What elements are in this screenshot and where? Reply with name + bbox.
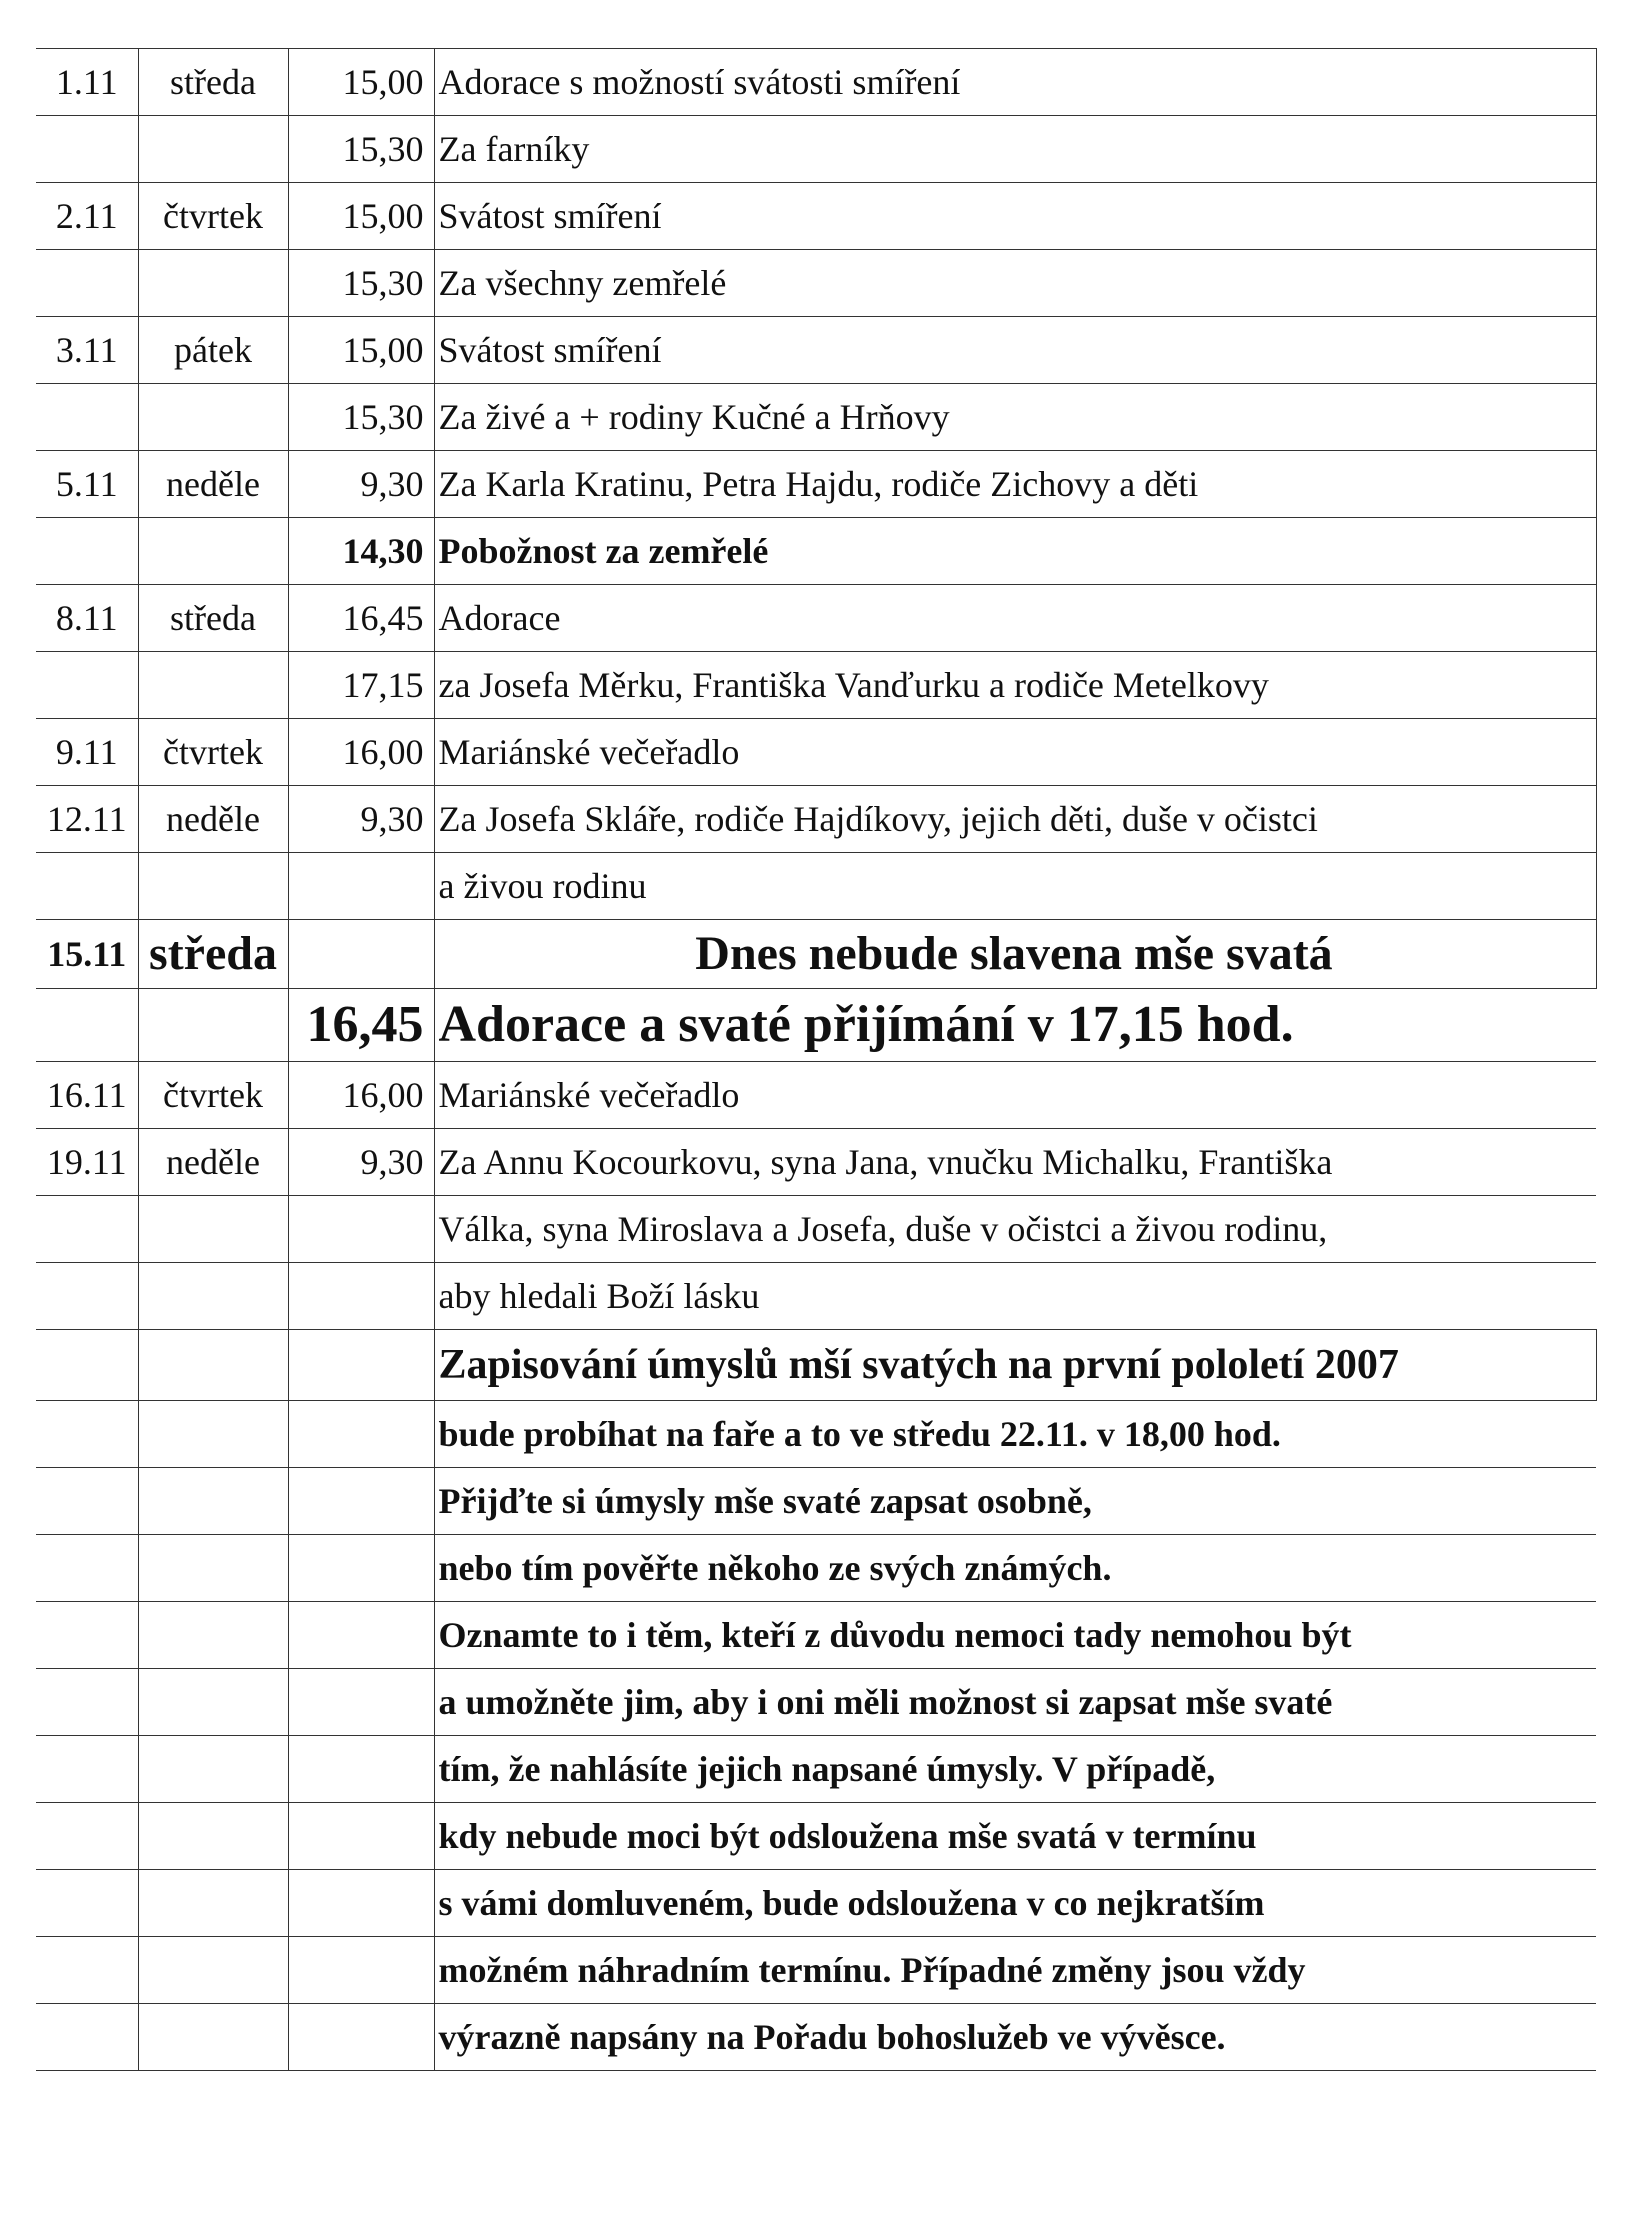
schedule-row [36, 1468, 1596, 1535]
day-cell [138, 1401, 288, 1468]
day-cell [138, 1803, 288, 1870]
schedule-row [36, 1736, 1596, 1803]
day-cell: čtvrtek [138, 183, 288, 250]
schedule-row [36, 183, 1596, 250]
day-cell: čtvrtek [138, 1062, 288, 1129]
schedule-row [36, 2004, 1596, 2071]
time-cell: 17,15 [288, 652, 434, 719]
intention-text: aby hledali Boží lásku [434, 1263, 1596, 1330]
intention-text: a umožněte jim, aby i oni měli možnost si zapsat mše svaté [434, 1669, 1596, 1736]
date-cell [36, 116, 138, 183]
date-cell [36, 1535, 138, 1602]
day-cell: pátek [138, 317, 288, 384]
schedule-row [36, 317, 1596, 384]
date-cell: 1.11 [36, 49, 138, 116]
schedule-row [36, 451, 1596, 518]
intention-text: Svátost smíření [434, 317, 1596, 384]
day-cell [138, 1535, 288, 1602]
intention-text: Mariánské večeřadlo [434, 1062, 1596, 1129]
schedule-rows [36, 49, 1596, 2071]
date-cell: 2.11 [36, 183, 138, 250]
date-cell [36, 2004, 138, 2071]
time-cell: 15,30 [288, 384, 434, 451]
date-cell: 8.11 [36, 585, 138, 652]
day-cell [138, 989, 288, 1062]
date-cell [36, 989, 138, 1062]
time-cell [288, 1937, 434, 2004]
date-cell: 9.11 [36, 719, 138, 786]
time-cell [288, 1401, 434, 1468]
intention-text: Za Karla Kratinu, Petra Hajdu, rodiče Zichovy a děti [434, 451, 1596, 518]
intention-text: Adorace [434, 585, 1596, 652]
time-cell: 15,30 [288, 250, 434, 317]
intention-text: nebo tím pověřte někoho ze svých známých. [434, 1535, 1596, 1602]
date-cell [36, 384, 138, 451]
day-cell [138, 1196, 288, 1263]
time-cell [288, 853, 434, 920]
intention-text: Za živé a + rodiny Kučné a Hrňovy [434, 384, 1596, 451]
intention-text: bude probíhat na faře a to ve středu 22.11. v 18,00 hod. [434, 1401, 1596, 1468]
intention-text: Přijďte si úmysly mše svaté zapsat osobně, [434, 1468, 1596, 1535]
date-cell [36, 250, 138, 317]
schedule-row [36, 652, 1596, 719]
day-cell [138, 250, 288, 317]
time-cell [288, 1803, 434, 1870]
schedule-row [36, 1196, 1596, 1263]
intention-text: Dnes nebude slavena mše svatá [434, 920, 1596, 989]
schedule-row [36, 1937, 1596, 2004]
schedule-row [36, 1401, 1596, 1468]
schedule-row [36, 49, 1596, 116]
time-cell: 14,30 [288, 518, 434, 585]
intention-text: Za všechny zemřelé [434, 250, 1596, 317]
intention-text: Za Annu Kocourkovu, syna Jana, vnučku Michalku, Františka [434, 1129, 1596, 1196]
date-cell [36, 1870, 138, 1937]
day-cell [138, 853, 288, 920]
intention-text: kdy nebude moci být odsloužena mše svatá v termínu [434, 1803, 1596, 1870]
day-cell [138, 1870, 288, 1937]
schedule-row [36, 1669, 1596, 1736]
intention-text: za Josefa Měrku, Františka Vanďurku a rodiče Metelkovy [434, 652, 1596, 719]
date-cell [36, 853, 138, 920]
schedule-row [36, 384, 1596, 451]
intention-text: Zapisování úmyslů mší svatých na první pololetí 2007 [434, 1330, 1596, 1401]
schedule-sheet [36, 48, 1596, 2071]
time-cell [288, 1669, 434, 1736]
intention-text: Pobožnost za zemřelé [434, 518, 1596, 585]
date-cell [36, 518, 138, 585]
day-cell [138, 1669, 288, 1736]
schedule-row [36, 116, 1596, 183]
day-cell [138, 2004, 288, 2071]
time-cell: 15,00 [288, 183, 434, 250]
intention-text: Adorace s možností svátosti smíření [434, 49, 1596, 116]
time-cell: 15,00 [288, 49, 434, 116]
date-cell [36, 1803, 138, 1870]
schedule-row [36, 1263, 1596, 1330]
date-cell [36, 1263, 138, 1330]
intention-text: Mariánské večeřadlo [434, 719, 1596, 786]
time-cell [288, 1736, 434, 1803]
day-cell: čtvrtek [138, 719, 288, 786]
date-cell: 5.11 [36, 451, 138, 518]
time-cell [288, 1263, 434, 1330]
day-cell: středa [138, 49, 288, 116]
time-cell: 9,30 [288, 1129, 434, 1196]
time-cell: 16,00 [288, 719, 434, 786]
time-cell: 15,00 [288, 317, 434, 384]
date-cell [36, 1736, 138, 1803]
schedule-row [36, 786, 1596, 853]
date-cell [36, 652, 138, 719]
intention-text: tím, že nahlásíte jejich napsané úmysly. V případě, [434, 1736, 1596, 1803]
time-cell [288, 1870, 434, 1937]
day-cell: neděle [138, 1129, 288, 1196]
schedule-row [36, 1535, 1596, 1602]
day-cell [138, 1736, 288, 1803]
day-cell [138, 1468, 288, 1535]
time-cell [288, 1196, 434, 1263]
day-cell [138, 1602, 288, 1669]
schedule-row [36, 250, 1596, 317]
day-cell [138, 384, 288, 451]
schedule-row [36, 1330, 1596, 1401]
time-cell: 15,30 [288, 116, 434, 183]
intention-text: Oznamte to i těm, kteří z důvodu nemoci tady nemohou být [434, 1602, 1596, 1669]
intention-text: Za Josefa Skláře, rodiče Hajdíkovy, jejich děti, duše v očistci [434, 786, 1596, 853]
intention-text: Svátost smíření [434, 183, 1596, 250]
time-cell [288, 1602, 434, 1669]
time-cell [288, 2004, 434, 2071]
date-cell: 3.11 [36, 317, 138, 384]
intention-text: Válka, syna Miroslava a Josefa, duše v očistci a živou rodinu, [434, 1196, 1596, 1263]
schedule-row [36, 719, 1596, 786]
date-cell [36, 1401, 138, 1468]
day-cell: neděle [138, 786, 288, 853]
schedule-row [36, 585, 1596, 652]
day-cell: neděle [138, 451, 288, 518]
date-cell [36, 1602, 138, 1669]
date-cell [36, 1669, 138, 1736]
time-cell: 16,00 [288, 1062, 434, 1129]
schedule-row [36, 1129, 1596, 1196]
schedule-row [36, 1803, 1596, 1870]
schedule-row [36, 853, 1596, 920]
time-cell [288, 1535, 434, 1602]
intention-text: a živou rodinu [434, 853, 1596, 920]
intention-text: možném náhradním termínu. Případné změny jsou vždy [434, 1937, 1596, 2004]
intention-text: s vámi domluveném, bude odsloužena v co nejkratším [434, 1870, 1596, 1937]
date-cell [36, 1196, 138, 1263]
day-cell [138, 1330, 288, 1401]
intention-text: Za farníky [434, 116, 1596, 183]
intention-text: výrazně napsány na Pořadu bohoslužeb ve vývěsce. [434, 2004, 1596, 2071]
date-cell [36, 1937, 138, 2004]
schedule-row [36, 920, 1596, 989]
day-cell: středa [138, 920, 288, 989]
date-cell: 12.11 [36, 786, 138, 853]
date-cell: 19.11 [36, 1129, 138, 1196]
time-cell [288, 1468, 434, 1535]
day-cell [138, 116, 288, 183]
schedule-row [36, 1870, 1596, 1937]
intention-text: Adorace a svaté přijímání v 17,15 hod. [434, 989, 1596, 1062]
schedule-row [36, 1062, 1596, 1129]
time-cell: 16,45 [288, 585, 434, 652]
day-cell: středa [138, 585, 288, 652]
time-cell [288, 1330, 434, 1401]
schedule-row [36, 518, 1596, 585]
time-cell: 9,30 [288, 786, 434, 853]
date-cell [36, 1330, 138, 1401]
mass-schedule-table [36, 48, 1597, 2071]
time-cell: 9,30 [288, 451, 434, 518]
day-cell [138, 1937, 288, 2004]
day-cell [138, 1263, 288, 1330]
schedule-row [36, 989, 1596, 1062]
date-cell: 15.11 [36, 920, 138, 989]
day-cell [138, 652, 288, 719]
time-cell: 16,45 [288, 989, 434, 1062]
time-cell [288, 920, 434, 989]
day-cell [138, 518, 288, 585]
schedule-row [36, 1602, 1596, 1669]
date-cell: 16.11 [36, 1062, 138, 1129]
date-cell [36, 1468, 138, 1535]
